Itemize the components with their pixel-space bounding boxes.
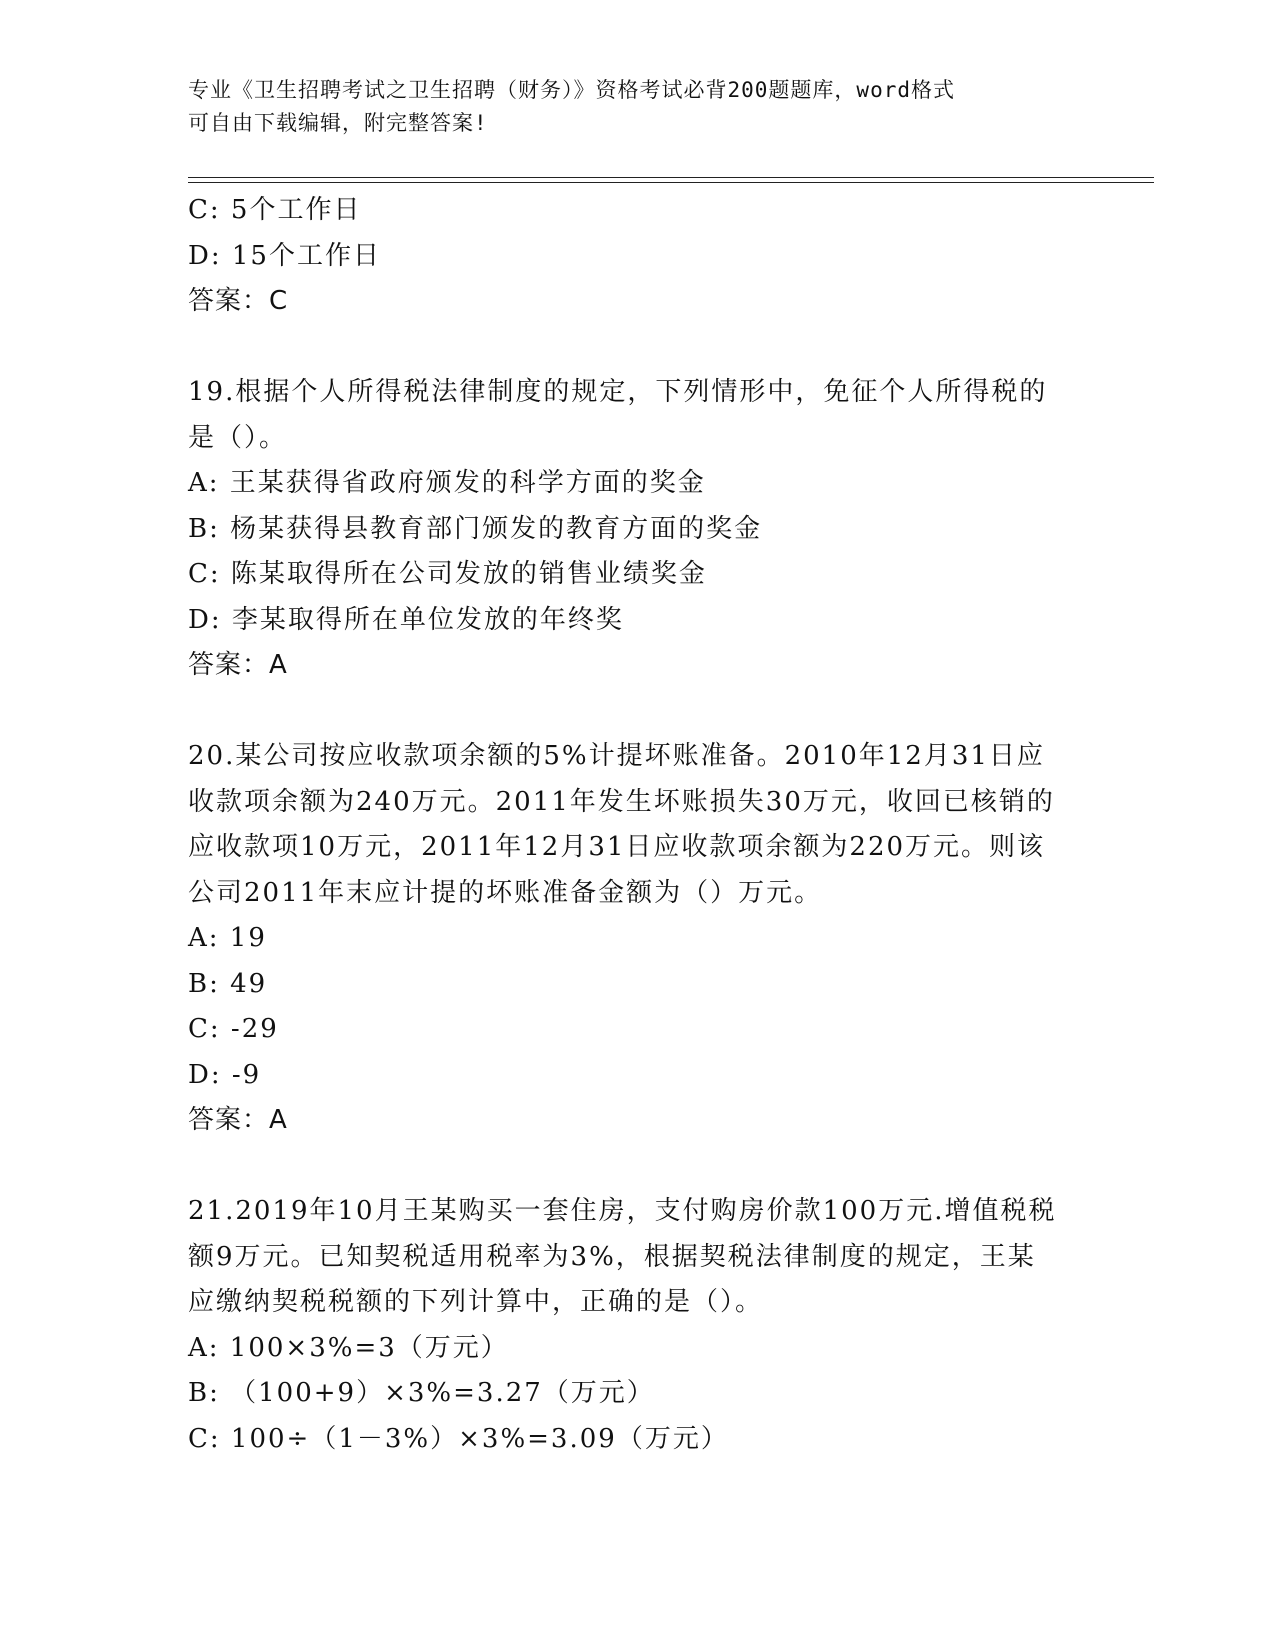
question-21	[188, 1189, 1088, 1462]
q20-stem-line-4: 公司2011年末应计提的坏账准备金额为（）万元。	[188, 877, 823, 908]
q21-stem-line-2: 额9万元。已知契税适用税率为3%，根据契税法律制度的规定，王某	[188, 1241, 1036, 1272]
q20-option-b: B: 49	[188, 968, 268, 999]
q19-stem-line-1: 19.根据个人所得税法律制度的规定，下列情形中，免征个人所得税的	[188, 377, 1048, 407]
q20-option-a: A: 19	[188, 923, 267, 953]
header-title-line-1: 专业《卫生招聘考试之卫生招聘（财务）》资格考试必背200题题库，word格式	[188, 78, 955, 102]
q21-option-a: A: 100×3%=3（万元）	[188, 1332, 509, 1363]
q21-option-c: C: 100÷（1－3%）×3%=3.09（万元）	[188, 1423, 729, 1454]
page-header	[188, 74, 1068, 140]
q20-stem-line-1: 20.某公司按应收款项余额的5%计提坏账准备。2010年12月31日应	[188, 741, 1045, 771]
q18-option-c: C: 5个工作日	[188, 195, 362, 225]
q19-option-a: A: 王某获得省政府颁发的科学方面的奖金	[188, 468, 706, 498]
q18-option-d: D: 15个工作日	[188, 240, 381, 271]
q20-answer: 答案：A	[188, 1105, 288, 1135]
spacer	[188, 1144, 1088, 1190]
header-divider-thick	[188, 177, 1154, 178]
q19-answer: 答案：A	[188, 650, 288, 680]
question-20	[188, 734, 1088, 1144]
q20-option-d: D: -9	[188, 1059, 262, 1090]
q21-option-b: B: （100+9）×3%=3.27（万元）	[188, 1378, 655, 1408]
q19-option-c: C: 陈某取得所在公司发放的销售业绩奖金	[188, 559, 707, 589]
q21-stem-line-3: 应缴纳契税税额的下列计算中，正确的是（）。	[188, 1287, 764, 1317]
header-divider-thin	[188, 182, 1154, 183]
header-title-line-2: 可自由下载编辑，附完整答案!	[188, 111, 488, 135]
q20-option-c: C: -29	[188, 1014, 279, 1044]
q19-stem-line-2: 是（）。	[188, 422, 288, 453]
spacer	[188, 689, 1088, 735]
q20-stem-line-3: 应收款项10万元，2011年12月31日应收款项余额为220万元。则该	[188, 832, 1046, 862]
q20-stem-line-2: 收款项余额为240万元。2011年发生坏账损失30万元，收回已核销的	[188, 786, 1055, 817]
q21-stem-line-1: 21.2019年10月王某购买一套住房，支付购房价款100万元.增值税税	[188, 1196, 1057, 1226]
question-content	[188, 188, 1088, 1462]
q18-answer: 答案：C	[188, 286, 289, 316]
q19-option-b: B: 杨某获得县教育部门颁发的教育方面的奖金	[188, 513, 763, 544]
q19-option-d: D: 李某取得所在单位发放的年终奖	[188, 604, 624, 635]
question-19	[188, 370, 1088, 689]
question-18-tail	[188, 188, 1088, 325]
spacer	[188, 325, 1088, 371]
